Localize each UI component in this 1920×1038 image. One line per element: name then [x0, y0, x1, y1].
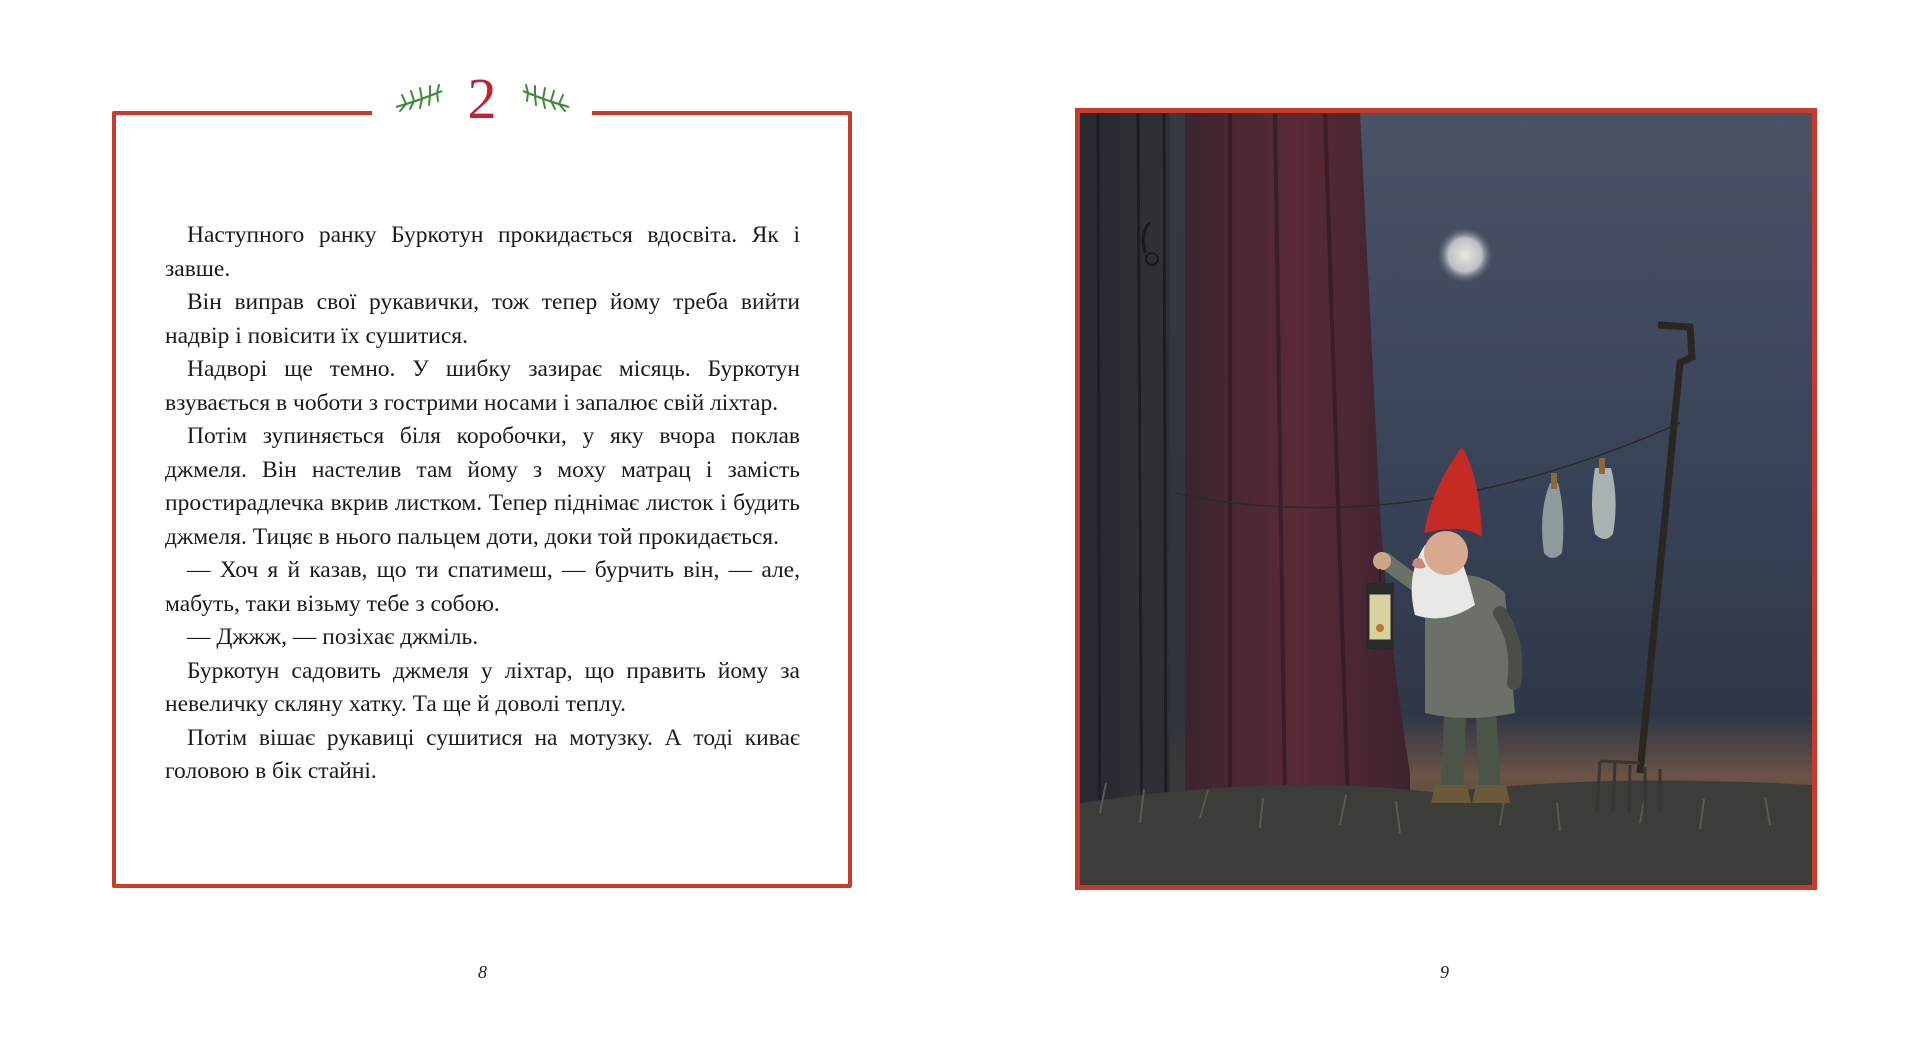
fir-sprig-icon — [392, 77, 446, 121]
story-text — [165, 219, 800, 789]
paragraph: — Джжж, — позіхає джміль. — [187, 624, 479, 650]
chapter-number: 2 — [467, 66, 497, 131]
chapter-header — [372, 60, 592, 138]
paragraph: Потім вішає рукавиці сушитися на мотузку. А тоді киває головою в бік стайні. — [165, 724, 800, 784]
night-scene-illustration — [1080, 113, 1812, 885]
paragraph: Потім зупиняється біля коробочки, у яку вчора поклав джмеля. Він настелив там йому з моху матрац і замість простирадлечка вкрив листком. Тепер піднімає листок і будить джмеля. Тицяє в нього пальцем доти, доки той прокидається. — [165, 423, 800, 550]
page-number-right: 9 — [1440, 962, 1449, 982]
paragraph: Наступного ранку Буркотун прокидається вдосвіта. Як і завше. — [165, 222, 800, 282]
paragraph: Він виправ свої рукавички, тож тепер йому треба вийти надвір і повісити їх сушитися. — [165, 289, 800, 349]
illustration — [1075, 108, 1817, 890]
paragraph: — Хоч я й казав, що ти спатимеш, — бурчить він, — але, мабуть, таки візьму тебе з собою. — [165, 557, 800, 617]
fir-sprig-icon — [519, 77, 573, 121]
paragraph: Буркотун садовить джмеля у ліхтар, що править йому за невеличку скляну хатку. Та ще й доволі теплу. — [165, 657, 800, 717]
paragraph: Надворі ще темно. У шибку зазирає місяць. Буркотун взувається в чоботи з гострими носами і запалює свій ліхтар. — [165, 356, 800, 416]
glove — [1592, 468, 1616, 539]
moon — [1437, 227, 1493, 283]
page-number-left: 8 — [478, 962, 487, 982]
